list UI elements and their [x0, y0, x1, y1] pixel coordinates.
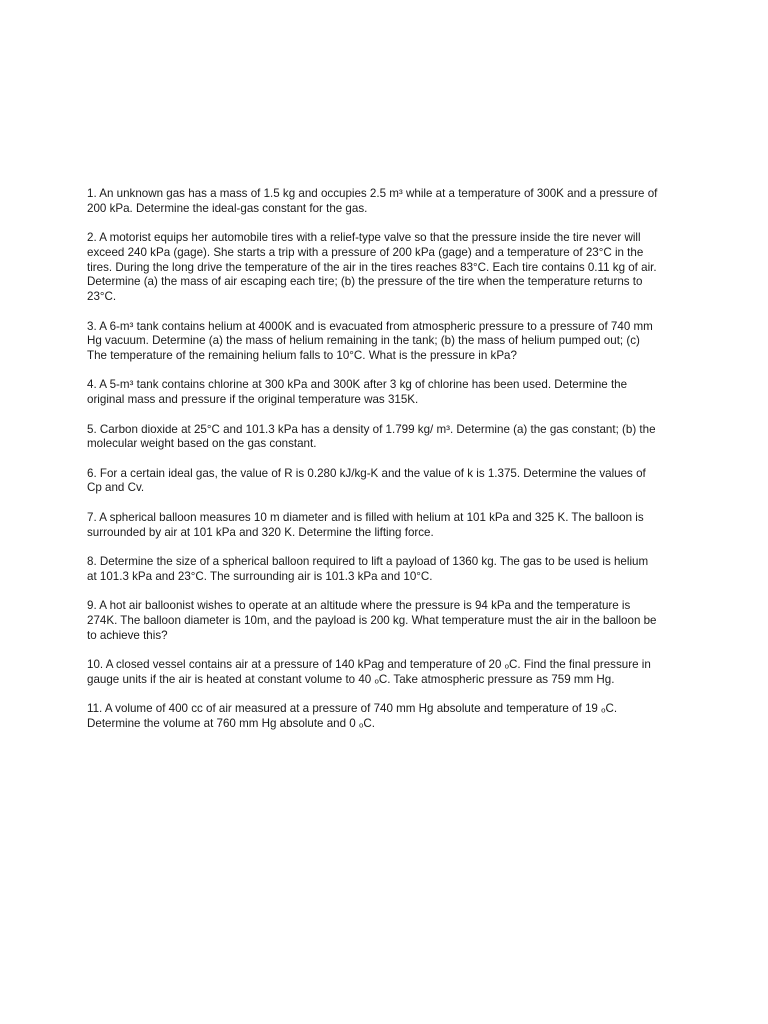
problem-item — [87, 511, 687, 541]
problem-text-line: exceed 240 kPa (gage). She starts a trip with a pressure of 200 kPa (gage) and a temperature of 23°C in the — [87, 245, 644, 259]
problem-text-line: 5. Carbon dioxide at 25°C and 101.3 kPa has a density of 1.799 kg/ m³. Determine (a) the gas constant; (b) the — [87, 422, 656, 436]
problem-text-line: 7. A spherical balloon measures 10 m diameter and is filled with helium at 101 kPa and 325 K. The balloon is — [87, 510, 644, 524]
problem-text-line: Determine (a) the mass of air escaping each tire; (b) the pressure of the tire when the temperature returns to — [87, 275, 643, 289]
problem-text-line: Cp and Cv. — [87, 481, 145, 495]
problem-text-line: 200 kPa. Determine the ideal-gas constant for the gas. — [87, 201, 368, 215]
problem-item — [87, 231, 687, 305]
problem-text-line: original mass and pressure if the original temperature was 315K. — [87, 393, 419, 407]
problem-list — [87, 187, 687, 746]
problem-text-line: 4. A 5-m³ tank contains chlorine at 300 kPa and 300K after 3 kg of chlorine has been used. Determine the — [87, 378, 628, 392]
problem-text-line: 2. A motorist equips her automobile tires with a relief-type valve so that the pressure inside the tire never will — [87, 231, 641, 245]
problem-text-line: to achieve this? — [87, 628, 168, 642]
problem-item — [87, 702, 687, 732]
problem-text-line: gauge units if the air is heated at constant volume to 40 ₒC. Take atmospheric pressure as 759 mm Hg. — [87, 672, 615, 686]
problem-text-line: at 101.3 kPa and 23°C. The surrounding air is 101.3 kPa and 10°C. — [87, 569, 433, 583]
problem-text-line: The temperature of the remaining helium falls to 10°C. What is the pressure in kPa? — [87, 349, 517, 363]
problem-text-line: Determine the volume at 760 mm Hg absolute and 0 ₒC. — [87, 716, 375, 730]
problem-text-line: 10. A closed vessel contains air at a pressure of 140 kPag and temperature of 20 ₒC. Find the final pressure in — [87, 657, 651, 671]
problem-text-line: tires. During the long drive the temperature of the air in the tires reaches 83°C. Each tire contains 0.11 kg of air. — [87, 260, 657, 274]
problem-item — [87, 423, 687, 453]
problem-text-line: 1. An unknown gas has a mass of 1.5 kg and occupies 2.5 m³ while at a temperature of 300K and a pressure of — [87, 187, 658, 200]
problem-item — [87, 555, 687, 585]
problem-item — [87, 467, 687, 497]
problem-text-line: 274K. The balloon diameter is 10m, and the payload is 200 kg. What temperature must the air in the balloon be — [87, 613, 657, 627]
problem-text-line: 6. For a certain ideal gas, the value of R is 0.280 kJ/kg-K and the value of k is 1.375. Determine the values of — [87, 466, 646, 480]
problem-item — [87, 187, 687, 217]
problem-text-line: molecular weight based on the gas constant. — [87, 437, 317, 451]
problem-text-line: surrounded by air at 101 kPa and 320 K. Determine the lifting force. — [87, 525, 434, 539]
problem-item — [87, 320, 687, 364]
problem-item — [87, 658, 687, 688]
problem-text-line: 11. A volume of 400 cc of air measured at a pressure of 740 mm Hg absolute and temperature of 19 ₒC. — [87, 701, 618, 715]
problem-text-line: 8. Determine the size of a spherical balloon required to lift a payload of 1360 kg. The gas to be used is helium — [87, 554, 649, 568]
problem-text-line: 23°C. — [87, 290, 117, 304]
problem-item — [87, 599, 687, 643]
problem-text-line: Hg vacuum. Determine (a) the mass of helium remaining in the tank; (b) the mass of helium pumped out; (c) — [87, 334, 640, 348]
problem-text-line: 9. A hot air balloonist wishes to operate at an altitude where the pressure is 94 kPa and the temperature is — [87, 598, 631, 612]
problem-item — [87, 378, 687, 408]
problem-text-line: 3. A 6-m³ tank contains helium at 4000K and is evacuated from atmospheric pressure to a pressure of 740 mm — [87, 319, 653, 333]
